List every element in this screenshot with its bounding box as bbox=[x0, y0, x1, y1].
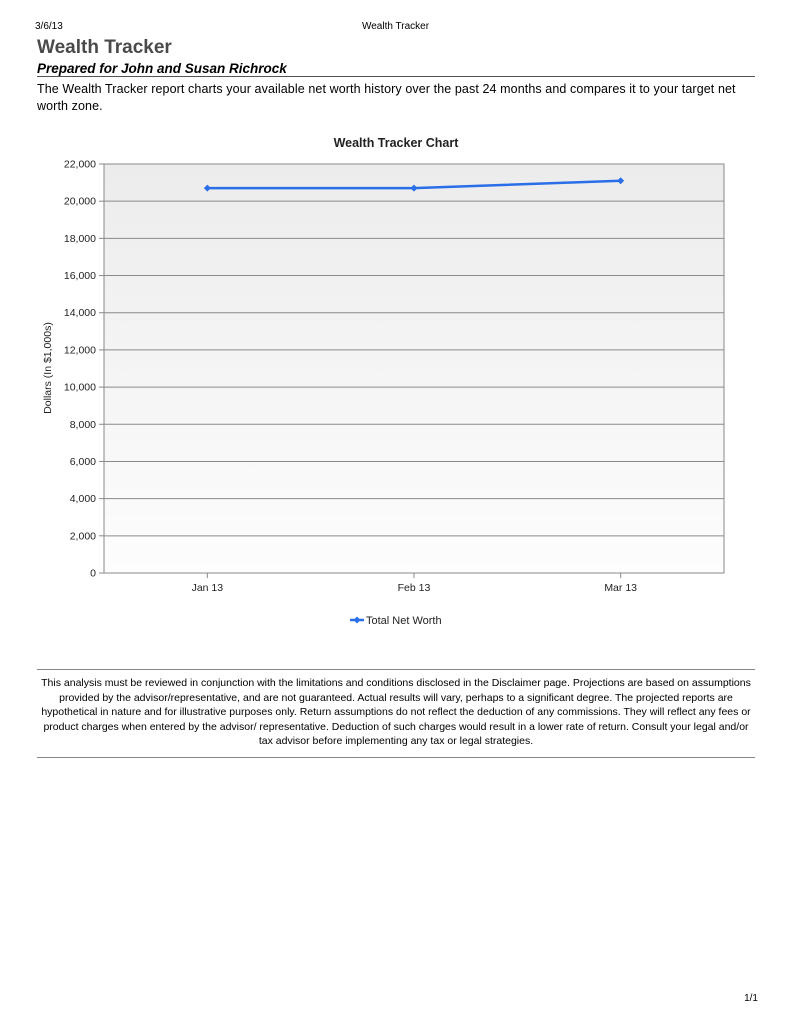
y-axis-ticks bbox=[64, 159, 104, 580]
y-tick-label: 14,000 bbox=[63, 307, 96, 320]
x-tick-label: Jan 13 bbox=[191, 582, 224, 594]
chart-title: Wealth Tracker Chart bbox=[333, 136, 459, 150]
plot-area bbox=[104, 164, 724, 573]
legend-label: Total Net Worth bbox=[366, 615, 442, 627]
legend-marker bbox=[354, 617, 361, 624]
page-number: 1/1 bbox=[744, 993, 758, 1004]
title-divider bbox=[37, 76, 755, 77]
disclaimer-bottom-divider bbox=[37, 757, 755, 758]
x-tick-label: Mar 13 bbox=[604, 582, 638, 594]
y-tick-label: 16,000 bbox=[63, 270, 96, 283]
y-tick-label: 20,000 bbox=[63, 195, 96, 208]
y-tick-label: 18,000 bbox=[63, 232, 96, 245]
y-tick-label: 8,000 bbox=[69, 418, 96, 431]
disclaimer-top-divider bbox=[37, 669, 755, 670]
y-tick-label: 0 bbox=[90, 567, 96, 580]
print-date: 3/6/13 bbox=[35, 21, 63, 32]
report-title: Wealth Tracker bbox=[37, 37, 172, 58]
legend bbox=[350, 615, 442, 627]
disclaimer-text: This analysis must be reviewed in conjunction with the limitations and conditions disclosed in the Disclaimer page. Projections are based on assumptions provided by the advisor/representative, and are not guaranteed. Actual results will vary, perhaps to a significant degree. The projected reports are hypothetical in nature and for illustrative purposes only. Return assumptions do not reflect the deduction of any commissions. They will reflect any fees or product charges when entered by the advisor/ representative. Deduction of such charges would result in a lower rate of return. Consult your legal and/or tax advisor before implementing any tax or legal strategies. bbox=[41, 677, 751, 747]
y-tick-label: 10,000 bbox=[63, 381, 96, 394]
y-tick-label: 2,000 bbox=[69, 530, 96, 543]
report-intro: The Wealth Tracker report charts your available net worth history over the past 24 months and compares it to your target net worth zone. bbox=[37, 82, 736, 113]
report-subtitle: Prepared for John and Susan Richrock bbox=[37, 61, 287, 76]
y-tick-label: 4,000 bbox=[69, 493, 96, 506]
print-header-title: Wealth Tracker bbox=[361, 21, 430, 32]
y-tick-label: 12,000 bbox=[63, 344, 96, 357]
y-tick-label: 6,000 bbox=[69, 455, 96, 468]
wealth-tracker-chart bbox=[0, 125, 791, 645]
x-axis-ticks bbox=[192, 573, 638, 594]
x-tick-label: Feb 13 bbox=[397, 582, 431, 594]
y-axis-label: Dollars (In $1,000s) bbox=[42, 322, 54, 414]
y-tick-label: 22,000 bbox=[63, 158, 96, 171]
